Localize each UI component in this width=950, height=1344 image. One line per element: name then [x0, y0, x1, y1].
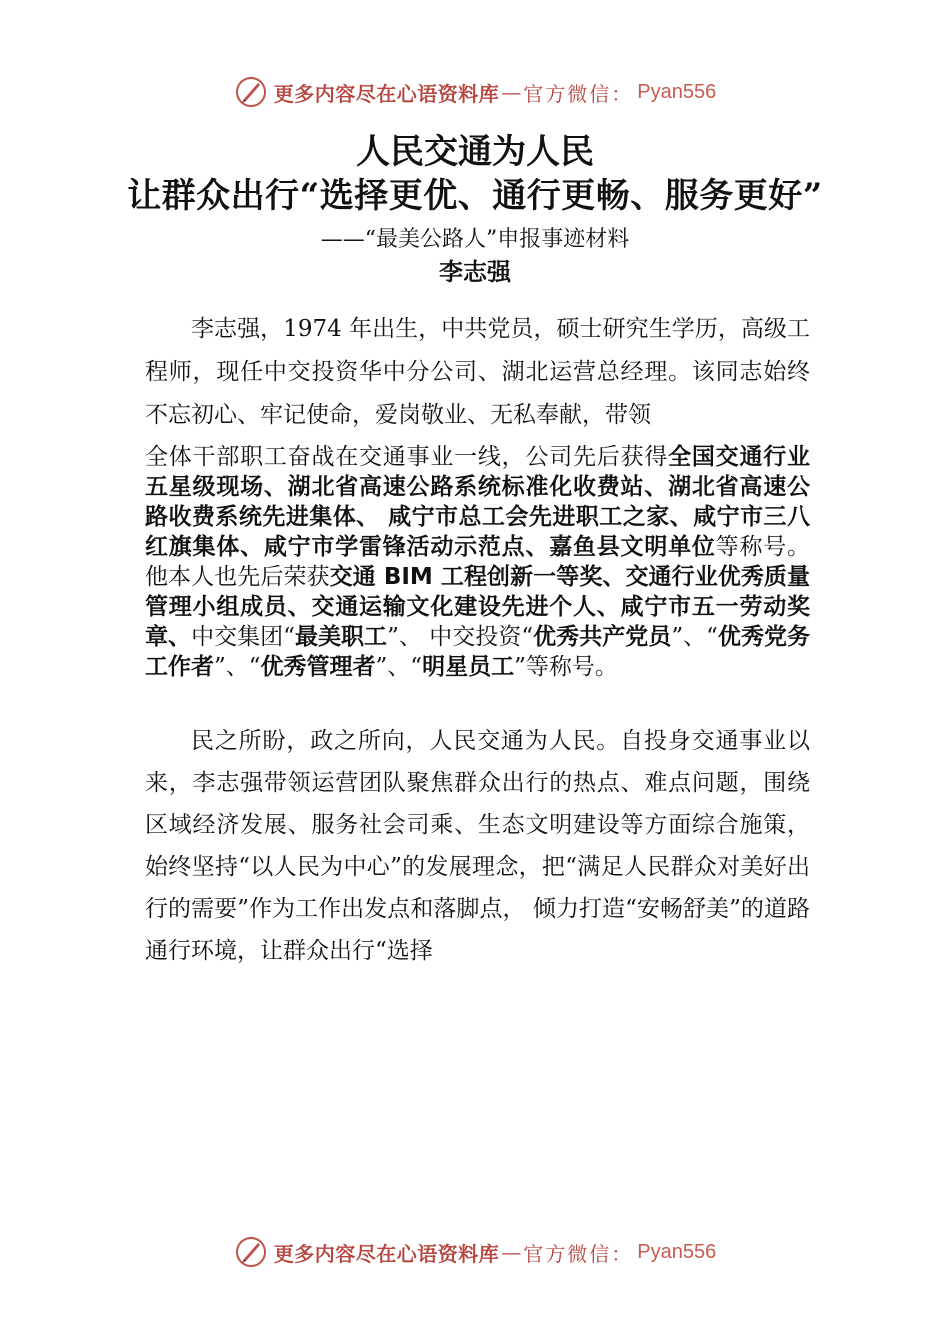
p2-run: ”、“: [671, 624, 718, 650]
watermark-dash: —: [501, 80, 522, 104]
watermark-dash: —: [501, 1240, 522, 1264]
watermark-text: 更多内容尽在心语资料库: [273, 81, 500, 106]
p2-run-bold: 最美职工: [294, 624, 388, 650]
title-line-1: 人民交通为人民: [356, 132, 594, 172]
p2-run: 全体干部职工奋战在交通事业一线，公司先后获得: [145, 444, 669, 470]
p2-run: ”、“: [214, 654, 261, 680]
author-name: 李志强: [439, 258, 511, 286]
paragraph-2: [145, 442, 810, 682]
watermark-id: Pyan556: [637, 80, 717, 103]
title-line-2: 让群众出行“选择更优、通行更畅、服务更好”: [127, 176, 823, 216]
watermark-id: Pyan556: [637, 1240, 717, 1263]
p2-run: 中交集团“: [191, 624, 295, 650]
watermark-header: [0, 72, 950, 112]
pen-logo-icon: [234, 1235, 268, 1269]
paragraph-1: 李志强，1974 年出生，中共党员，硕士研究生学历，高级工程师，现任中交投资华中分公司、湖北运营总经理。该同志始终不忘初心、牢记使命，爱岗敬业、无私奉献，带领: [145, 316, 810, 428]
p2-run-bold: 优秀管理者: [260, 654, 376, 680]
watermark-text: 更多内容尽在心语资料库: [273, 1241, 500, 1266]
p2-run: ”、“: [375, 654, 423, 680]
watermark-label: 官方微信：: [523, 1241, 634, 1266]
p2-run-bold: 明星员工: [422, 654, 515, 680]
p2-run: ”等称号。: [514, 654, 618, 680]
p2-run-bold: 全国交通行业五星级现场、湖北省高速公路系统标准化收费站、湖北省高速公路收费系统先进集体、 咸宁市总工会先进职工之家、咸宁市三八红旗集体、咸宁市学雷锋活动示范点、嘉鱼县文明单位: [145, 444, 811, 560]
pen-logo-icon: [234, 75, 268, 109]
p2-run-bold: 优秀党务工作者: [145, 624, 811, 680]
p2-run: ”、 中交投资“: [387, 624, 534, 650]
p2-run: 等称号。他本人也先后荣获: [145, 534, 811, 590]
watermark-footer: [0, 1232, 950, 1272]
p2-run-bold: 交通 BIM 工程创新一等奖、交通行业优秀质量管理小组成员、交通运输文化建设先进个人、咸宁市五一劳动奖章、: [145, 564, 810, 650]
subtitle: ——“最美公路人”申报事迹材料: [320, 227, 630, 252]
watermark-label: 官方微信：: [523, 81, 634, 106]
paragraph-3: 民之所盼，政之所向，人民交通为人民。自投身交通事业以来，李志强带领运营团队聚焦群众出行的热点、难点问题，围绕区域经济发展、服务社会司乘、生态文明建设等方面综合施策，始终坚持“以人民为中心”的发展理念，把“满足人民群众对美好出行的需要”作为工作出发点和落脚点， 倾力打造“安畅舒美”的道路通行环境，让群众出行“选择: [145, 728, 810, 964]
p2-run-bold: 优秀共产党员: [533, 624, 672, 650]
